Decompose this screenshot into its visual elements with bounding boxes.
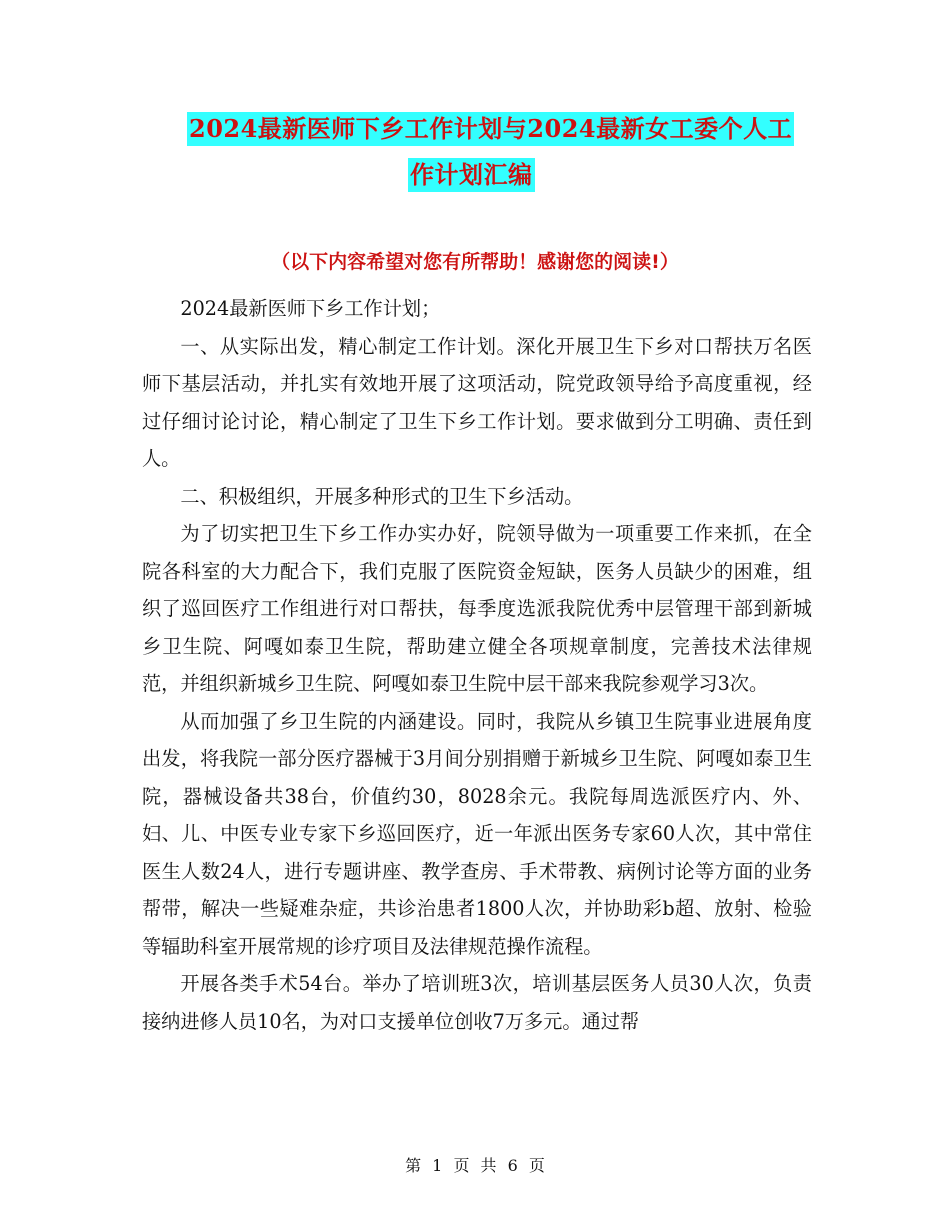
paragraph: 2024最新医师下乡工作计划； bbox=[180, 297, 441, 320]
paragraph: 为了切实把卫生下乡工作办实办好，院领导做为一项重要工作来抓，在全院各科室的大力配合下，我们克服了医院资金短缺，医务人员缺少的困难，组织了巡回医疗工作组进行对口帮扶，每季度选派我院优秀中层管理干部到新城乡卫生院、阿嘎如泰卫生院，帮助建立健全各项规章制度，完善技术法律规范，并组织新城乡卫生院、阿嘎如泰卫生院中层干部来我院参观学习3次。 bbox=[142, 522, 812, 695]
paragraph: 二、积极组织，开展多种形式的卫生下乡活动。 bbox=[180, 484, 584, 508]
title-line-1: 2024最新医师下乡工作计划与2024最新女工委个人工 bbox=[187, 112, 794, 146]
subtitle: （以下内容希望对您有所帮助！感谢您的阅读!） bbox=[271, 251, 679, 273]
page-footer: 第 1 页 共 6 页 bbox=[405, 1156, 545, 1175]
paragraph: 从而加强了乡卫生院的内涵建设。同时，我院从乡镇卫生院事业进展角度出发，将我院一部分医疗器械于3月间分别捐赠于新城乡卫生院、阿嘎如泰卫生院，器械设备共38台，价值约30，8028余元。我院每周选派医疗内、外、妇、儿、中医专业专家下乡巡回医疗，近一年派出医务专家60人次，其中常住医生人数24人，进行专题讲座、教学查房、手术带教、病例讨论等方面的业务帮带，解决一些疑难杂症，共诊治患者1800人次，并协助彩b超、放射、检验等辐助科室开展常规的诊疗项目及法律规范操作流程。 bbox=[142, 709, 812, 958]
title-line-2: 作计划汇编 bbox=[408, 158, 535, 192]
document-body bbox=[142, 290, 812, 1040]
paragraph: 开展各类手术54台。举办了培训班3次，培训基层医务人员30人次，负责接纳进修人员10名，为对口支援单位创收7万多元。通过帮 bbox=[142, 972, 812, 1033]
paragraph: 一、从实际出发，精心制定工作计划。深化开展卫生下乡对口帮扶万名医师下基层活动，并扎实有效地开展了这项活动，院党政领导给予高度重视，经过仔细讨论讨论，精心制定了卫生下乡工作计划。要求做到分工明确、责任到人。 bbox=[142, 334, 812, 470]
